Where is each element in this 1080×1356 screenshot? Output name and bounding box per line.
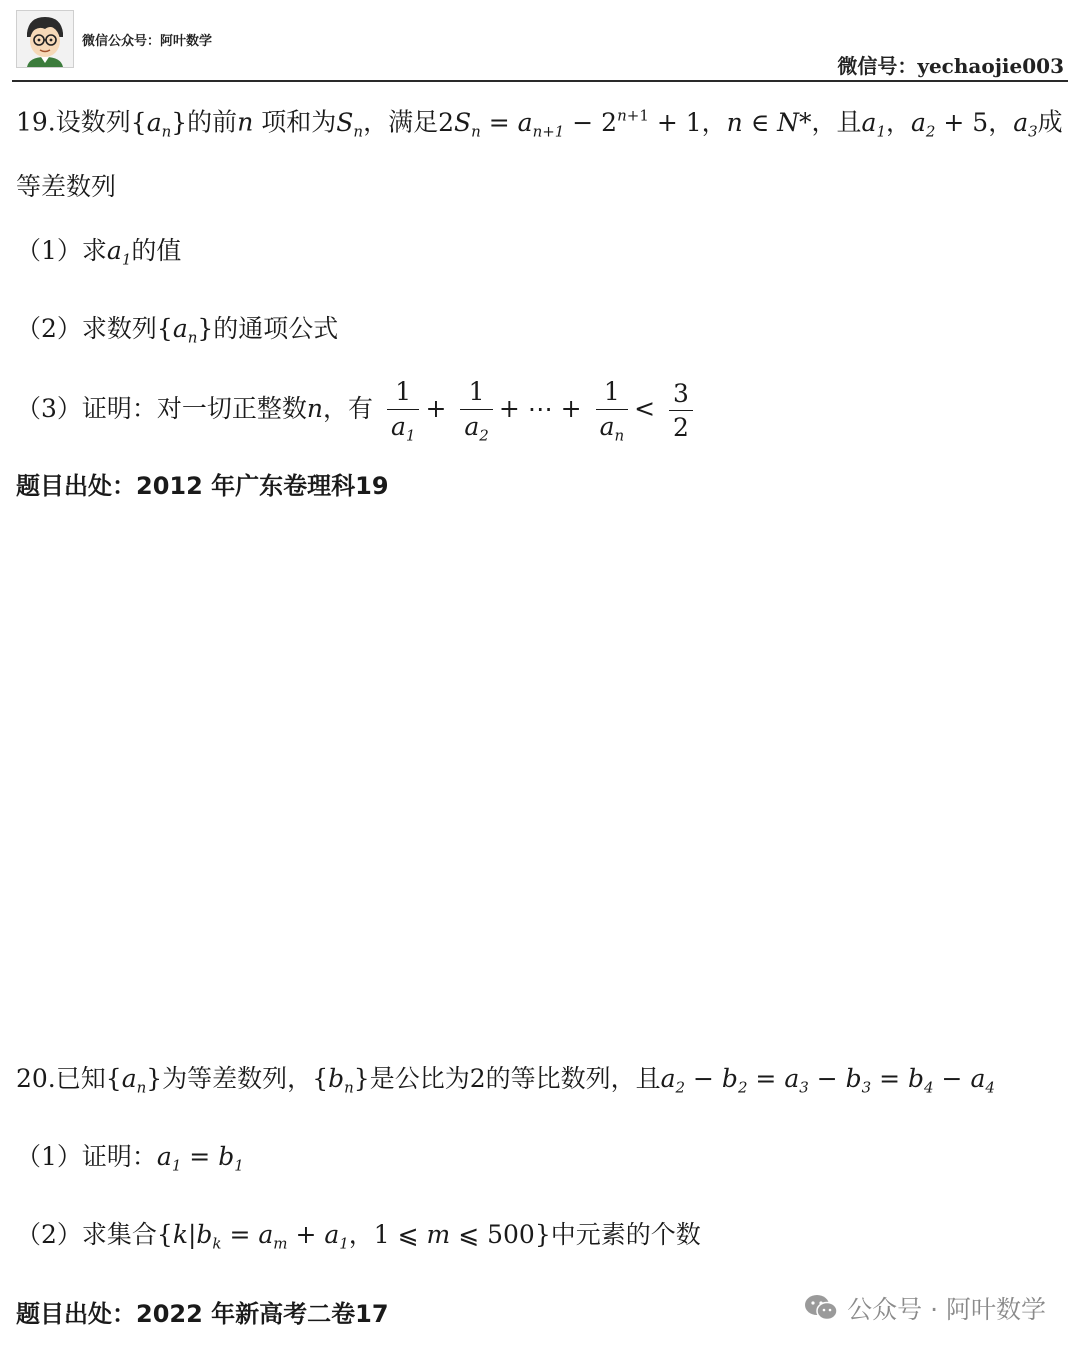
q19-part2 — [16, 314, 338, 346]
q20-stem — [16, 1064, 995, 1096]
q19-text: 的前 — [187, 107, 238, 137]
math: {$k|b_k = a_m + a_1$，1 ⩽ m ⩽ 500} — [156, 1220, 551, 1253]
q19-stem-line2: 等差数列 — [16, 172, 117, 201]
math: 2 — [469, 1064, 486, 1093]
q19-text: 设数列 — [55, 107, 131, 137]
math: $\{a_n\}$ — [105, 1064, 163, 1097]
watermark-text: 公众号 · 阿叶数学 — [847, 1295, 1046, 1324]
q20-text: 是公比为 — [369, 1064, 470, 1093]
q19-stem — [16, 106, 1063, 140]
page-header — [0, 0, 1080, 82]
q19-part1-text: 的值 — [131, 236, 182, 265]
q20-text: 的等比数列，且 — [485, 1064, 661, 1093]
fraction: $\frac{1}{a_1}$ — [387, 378, 419, 443]
watermark — [803, 1290, 1046, 1326]
q20-part2 — [16, 1220, 701, 1252]
q20-part1 — [16, 1142, 244, 1174]
q19-number: 19. — [16, 107, 56, 137]
q20-text: 已知 — [55, 1064, 106, 1093]
q19-part3-text: ，有 — [323, 394, 374, 424]
math: $a_1$，$a_2 + 5$，$a_3$ — [861, 107, 1038, 140]
q20-text: 为等差数列， — [162, 1064, 313, 1093]
q19-text: 项和为 — [261, 107, 337, 137]
q20-part2-text: 中元素的个数 — [550, 1220, 701, 1249]
q19-text: ，满足 — [363, 107, 439, 137]
fraction: $\frac{3}{2}$ — [669, 380, 693, 442]
wechat-icon — [803, 1293, 839, 1323]
q19-part1 — [16, 236, 181, 268]
fraction: $\frac{1}{a_2}$ — [460, 378, 492, 443]
math: $\{a_n\}$ — [156, 314, 214, 347]
q19-part1-label: （1）求 — [16, 236, 107, 265]
math: $2S_n = a_{n+1} - 2^{n+1} + 1$，n ∈ N* — [438, 106, 812, 140]
q19-part2-label: （2）求数列 — [16, 314, 157, 343]
math: $a_1$ — [106, 236, 132, 269]
math: $\{b_n\}$ — [312, 1064, 370, 1097]
header-wechat-id: 微信号：yechaojie003 — [837, 54, 1064, 78]
math: $S_n$ — [336, 107, 364, 140]
fraction: $\frac{1}{a_n}$ — [596, 378, 629, 443]
math: n — [306, 394, 324, 424]
math: n — [237, 107, 254, 137]
header-divider — [12, 80, 1068, 82]
q19-text: 成 — [1037, 107, 1063, 137]
q19-part2-text: 的通项公式 — [213, 314, 339, 343]
math: $a_2 - b_2 = a_3 - b_3 = b_4 - a_4$ — [660, 1064, 995, 1097]
q20-part2-label: （2）求集合 — [16, 1220, 157, 1249]
q19-part3-label: （3）证明：对一切正整数 — [16, 394, 307, 424]
cartoon-avatar-icon — [17, 11, 73, 67]
math: $a_1 = b_1$ — [156, 1142, 244, 1175]
header-account-label: 微信公众号：阿叶数学 — [82, 34, 213, 49]
q20-source: 题目出处：2022 年新高考二卷17 — [16, 1300, 389, 1328]
q20-number: 20. — [16, 1064, 56, 1093]
math: $\{a_n\}$ — [130, 107, 188, 140]
q19-source: 题目出处：2012 年广东卷理科19 — [16, 472, 389, 500]
q20-part1-label: （1）证明： — [16, 1142, 157, 1171]
avatar — [16, 10, 74, 68]
q19-part3: （3）证明：对一切正整数n，有 $\frac{1}{a_1}$ + $\frac{1}{a_2}$ + ⋯ + $\frac{1}{a_n}$ < $\frac{3}{2}$ — [16, 378, 699, 443]
q19-text: ，且 — [811, 107, 862, 137]
